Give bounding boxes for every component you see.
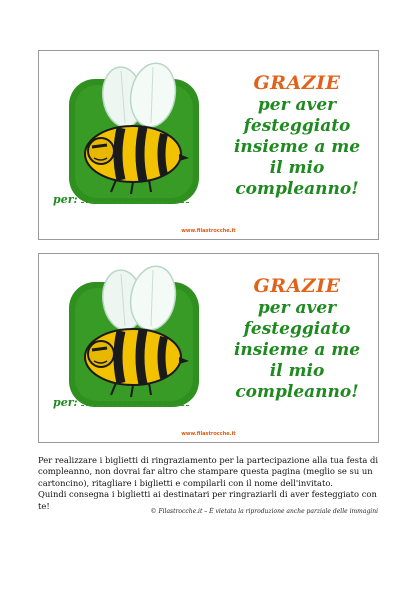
thank-you-message <box>217 274 377 403</box>
website-link[interactable]: www.filastrocche.it <box>181 431 236 437</box>
message-line: compleanno! <box>235 179 359 199</box>
instructions-line: cartoncino), ritagliare i biglietti e compilarli con il nome dell'invitato. <box>38 477 333 488</box>
message-line: compleanno! <box>235 382 359 402</box>
message-line: il mio <box>269 158 325 178</box>
instructions-paragraph <box>38 455 383 512</box>
message-line: festeggiato <box>243 319 351 339</box>
message-line: insieme a me <box>233 137 361 157</box>
thank-you-card-1 <box>38 50 379 240</box>
per-label: per: <box>53 396 78 409</box>
thank-you-card-2 <box>38 253 379 443</box>
copyright-notice: © Filastrocche.it – È vietata la riproduzione anche parziale delle immagini <box>150 508 378 515</box>
message-line-title: GRAZIE <box>253 275 341 297</box>
message-line-title: GRAZIE <box>253 72 341 94</box>
name-line <box>81 202 189 203</box>
name-line <box>81 405 189 406</box>
instructions-line: compleanno, non dovrai far altro che stampare questa pagina (meglio se su un <box>38 466 373 477</box>
message-line: il mio <box>269 361 325 381</box>
website-link[interactable]: www.filastrocche.it <box>181 228 236 234</box>
instructions-line: Per realizzare i biglietti di ringraziamento per la partecipazione alla tua festa di <box>38 455 379 465</box>
message-line: per aver <box>257 298 337 318</box>
message-line: insieme a me <box>233 340 361 360</box>
instructions-line: Quindi consegna i biglietti ai destinatari per ringraziarli di aver festeggiato con te! <box>38 489 377 511</box>
per-label: per: <box>53 193 78 206</box>
message-line: festeggiato <box>243 116 351 136</box>
bee-icon <box>61 59 221 209</box>
message-line: per aver <box>257 95 337 115</box>
bee-icon <box>61 262 221 412</box>
thank-you-message <box>217 71 377 200</box>
